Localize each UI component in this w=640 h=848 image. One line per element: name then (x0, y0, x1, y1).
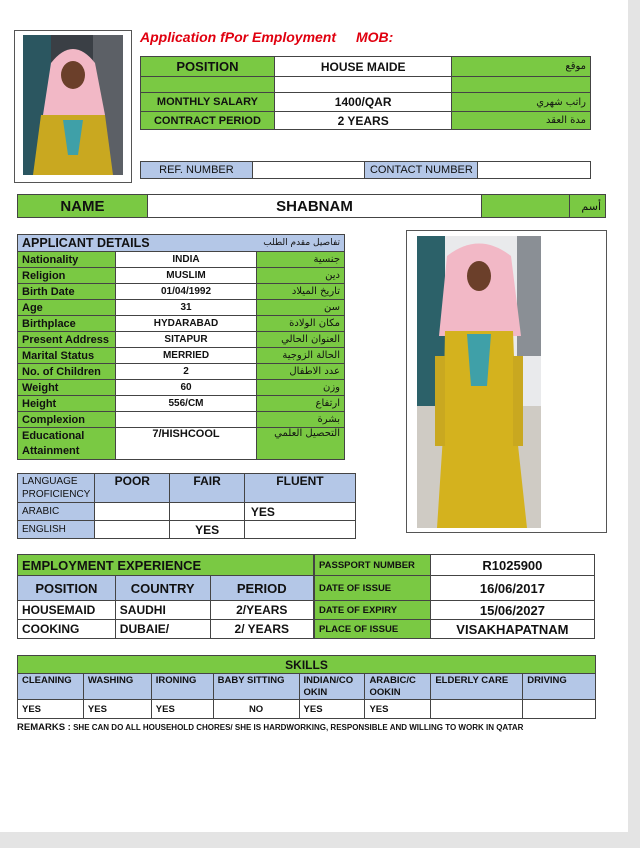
small-photo-frame (14, 30, 132, 183)
col-position: POSITION (18, 576, 116, 601)
contract-value: 2 YEARS (274, 112, 452, 130)
employment-position-cell: COOKING (18, 620, 116, 639)
skill-name-line1: ARABIC/C (369, 675, 416, 686)
applicant-field-value (115, 412, 256, 428)
applicant-row (18, 380, 345, 396)
applicant-row (18, 316, 345, 332)
mob-label: MOB: (356, 29, 394, 45)
applicant-field-ar: تاريخ الميلاد (257, 284, 345, 300)
applicant-field-label: Birth Date (18, 284, 116, 300)
language-fluent-cell (244, 521, 355, 539)
passport-number-label: PASSPORT NUMBER (315, 555, 431, 576)
language-poor-cell (95, 521, 170, 539)
skill-name-line2: OKIN (303, 687, 328, 698)
skill-value: NO (213, 700, 299, 719)
employment-period-cell: 2/YEARS (210, 601, 314, 620)
contract-ar: مدة العقد (452, 112, 591, 130)
skill-value (431, 700, 523, 719)
applicant-row (18, 348, 345, 364)
language-fair-cell: YES (170, 521, 245, 539)
applicant-row (18, 268, 345, 284)
applicant-field-label: Nationality (18, 252, 116, 268)
position-label: POSITION (141, 57, 275, 77)
salary-ar: راتب شهري (452, 93, 591, 112)
applicant-row (18, 396, 345, 412)
date-of-issue-label: DATE OF ISSUE (315, 576, 431, 601)
skill-name (18, 674, 84, 700)
skill-name (431, 674, 523, 700)
col-period: PERIOD (210, 576, 314, 601)
language-poor-cell (95, 503, 170, 521)
employment-table (17, 554, 314, 639)
applicant-field-label: Birthplace (18, 316, 116, 332)
ref-number-value (252, 162, 365, 179)
language-name: ENGLISH (18, 521, 95, 539)
applicant-field-ar: عدد الاطفال (257, 364, 345, 380)
date-of-issue-value: 16/06/2017 (430, 576, 594, 601)
skills-header: SKILLS (18, 656, 596, 674)
skill-name (213, 674, 299, 700)
date-of-expiry-value: 15/06/2027 (430, 601, 594, 620)
applicant-field-ar: دين (257, 268, 345, 284)
education-label-line1: Educational (22, 429, 85, 442)
applicant-row (18, 428, 345, 460)
skill-name (151, 674, 213, 700)
employment-position-cell: HOUSEMAID (18, 601, 116, 620)
applicant-field-label: Complexion (18, 412, 116, 428)
applicant-field-value: MUSLIM (115, 268, 256, 284)
applicant-row (18, 332, 345, 348)
name-label: NAME (18, 195, 148, 218)
applicant-field-value: 2 (115, 364, 256, 380)
language-fluent-cell: YES (244, 503, 355, 521)
large-photo-frame (406, 230, 607, 533)
skill-value: YES (18, 700, 84, 719)
applicant-field-ar: جنسية (257, 252, 345, 268)
applicant-field-ar: ارتفاع (257, 396, 345, 412)
ref-table (140, 161, 591, 179)
salary-label: MONTHLY SALARY (141, 93, 275, 112)
language-label-line2: PROFICIENCY (22, 489, 91, 500)
ref-number-label: REF. NUMBER (141, 162, 253, 179)
applicant-row (18, 364, 345, 380)
language-row (18, 503, 356, 521)
skill-name-line1: ELDERLY CARE (435, 675, 509, 686)
employment-header: EMPLOYMENT EXPERIENCE (18, 555, 314, 576)
skill-value: YES (83, 700, 151, 719)
skill-name (523, 674, 596, 700)
contact-number-value (478, 162, 591, 179)
applicant-field-value: INDIA (115, 252, 256, 268)
passport-number-value: R1025900 (430, 555, 594, 576)
applicant-field-label: Height (18, 396, 116, 412)
applicant-field-label: Age (18, 300, 116, 316)
skill-name-line1: BABY SITTING (217, 675, 285, 686)
remarks-text: SHE CAN DO ALL HOUSEHOLD CHORES/ SHE IS HARDWORKING, RESPONSIBLE AND WILLING TO WORK IN QATAR (73, 723, 524, 732)
skill-value (523, 700, 596, 719)
empty-cell (482, 195, 570, 218)
applicant-field-value: 60 (115, 380, 256, 396)
education-value: 7/HISHCOOL (115, 428, 256, 460)
skill-name-line1: DRIVING (527, 675, 567, 686)
applicant-photo-large (417, 236, 541, 528)
employment-country-cell: SAUDHI (115, 601, 210, 620)
page-title: Application fPor Employment (140, 29, 337, 45)
employment-country-cell: DUBAIE/ (115, 620, 210, 639)
fluent-header: FLUENT (244, 474, 355, 503)
empty-cell (452, 77, 591, 93)
applicant-field-value: 31 (115, 300, 256, 316)
applicant-row (18, 300, 345, 316)
fair-header: FAIR (170, 474, 245, 503)
applicant-field-label: Religion (18, 268, 116, 284)
date-of-expiry-label: DATE OF EXPIRY (315, 601, 431, 620)
skills-value-row (18, 700, 596, 719)
applicant-row (18, 252, 345, 268)
language-proficiency-label (18, 474, 95, 503)
applicant-field-value: MERRIED (115, 348, 256, 364)
name-value: SHABNAM (147, 195, 481, 218)
applicant-photo-small (23, 35, 123, 175)
skills-header-row (18, 674, 596, 700)
applicant-field-ar: سن (257, 300, 345, 316)
skill-name-line1: WASHING (87, 675, 134, 686)
employment-period-cell: 2/ YEARS (210, 620, 314, 639)
applicant-field-value: 556/CM (115, 396, 256, 412)
skill-value: YES (365, 700, 431, 719)
skill-value: YES (299, 700, 365, 719)
place-of-issue-label: PLACE OF ISSUE (315, 620, 431, 639)
skill-name (299, 674, 365, 700)
applicant-field-ar: العنوان الحالي (257, 332, 345, 348)
skill-value: YES (151, 700, 213, 719)
position-value: HOUSE MAIDE (274, 57, 452, 77)
skill-name-line1: INDIAN/CO (303, 675, 354, 686)
applicant-field-value: 01/04/1992 (115, 284, 256, 300)
skill-name-line1: IRONING (155, 675, 197, 686)
language-row (18, 521, 356, 539)
skill-name-line1: CLEANING (22, 675, 72, 686)
applicant-details-header: APPLICANT DETAILS (18, 235, 257, 252)
applicant-field-ar: وزن (257, 380, 345, 396)
education-ar: التحصيل العلمي (257, 428, 345, 460)
salary-value: 1400/QAR (274, 93, 452, 112)
remarks-label: REMARKS : (17, 722, 71, 733)
language-label-line1: LANGUAGE (22, 476, 78, 487)
education-label-line2: Attainment (22, 444, 80, 457)
applicant-field-ar: مكان الولادة (257, 316, 345, 332)
language-table (17, 473, 356, 539)
language-name: ARABIC (18, 503, 95, 521)
name-ar: أسم (570, 195, 606, 218)
language-fair-cell (170, 503, 245, 521)
position-ar: موقع (452, 57, 591, 77)
applicant-field-ar: الحالة الزوجية (257, 348, 345, 364)
applicant-field-label: No. of Children (18, 364, 116, 380)
poor-header: POOR (95, 474, 170, 503)
applicant-field-label: Weight (18, 380, 116, 396)
applicant-details-table (17, 234, 345, 460)
skill-name-line2: OOKIN (369, 687, 401, 698)
applicant-field-ar: بشرة (257, 412, 345, 428)
remarks (17, 722, 617, 733)
passport-table (314, 554, 595, 639)
contract-label: CONTRACT PERIOD (141, 112, 275, 130)
applicant-row (18, 284, 345, 300)
place-of-issue-value: VISAKHAPATNAM (430, 620, 594, 639)
applicant-field-value: HYDARABAD (115, 316, 256, 332)
empty-cell (274, 77, 452, 93)
applicant-row (18, 412, 345, 428)
contact-number-label: CONTACT NUMBER (365, 162, 478, 179)
applicant-field-label: Present Address (18, 332, 116, 348)
applicant-field-value: SITAPUR (115, 332, 256, 348)
name-table (17, 194, 606, 218)
skills-table (17, 655, 596, 719)
empty-cell (141, 77, 275, 93)
col-country: COUNTRY (115, 576, 210, 601)
skill-name (365, 674, 431, 700)
position-table (140, 56, 591, 130)
applicant-details-header-ar: تفاصيل مقدم الطلب (257, 235, 345, 252)
education-label (18, 428, 116, 460)
applicant-field-label: Marital Status (18, 348, 116, 364)
skill-name (83, 674, 151, 700)
